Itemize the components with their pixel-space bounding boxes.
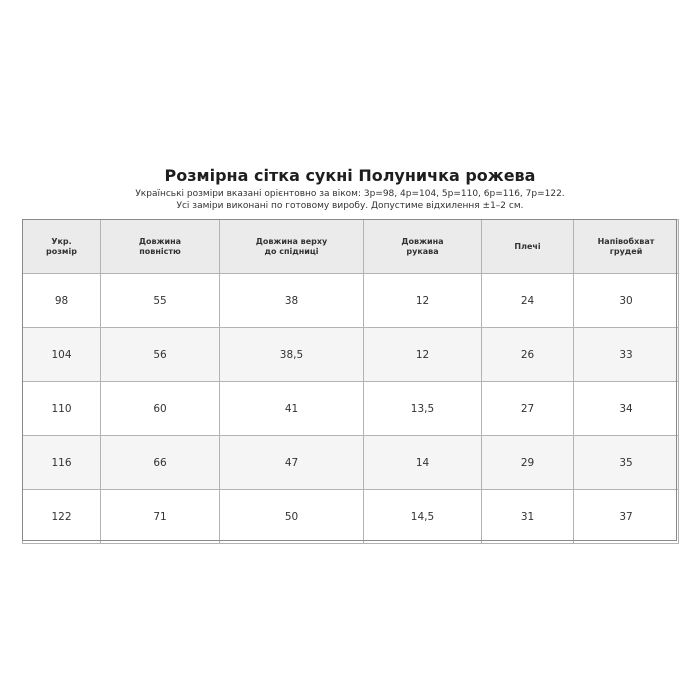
header-size: Укр. розмір (23, 220, 101, 274)
table-cell: 31 (482, 490, 574, 544)
table-header-row (23, 220, 679, 274)
subtitle-line-2: Усі заміри виконані по готовому виробу. Допустиме відхилення ±1–2 см. (176, 201, 524, 211)
table-cell: 27 (482, 382, 574, 436)
page-title: Розмірна сітка сукні Полуничка рожева (164, 166, 536, 185)
table-row (23, 436, 679, 490)
table-row (23, 274, 679, 328)
table-cell: 116 (23, 436, 101, 490)
table-cell: 38 (220, 274, 364, 328)
table-cell: 33 (574, 328, 679, 382)
table-cell: 14 (364, 436, 482, 490)
table-cell: 26 (482, 328, 574, 382)
table-cell: 35 (574, 436, 679, 490)
table-cell: 60 (101, 382, 220, 436)
table-cell: 47 (220, 436, 364, 490)
table-cell: 34 (574, 382, 679, 436)
table-cell: 37 (574, 490, 679, 544)
table-cell: 13,5 (364, 382, 482, 436)
header-full-length: Довжина повністю (101, 220, 220, 274)
table-row (23, 328, 679, 382)
table-cell: 55 (101, 274, 220, 328)
header-top-length: Довжина верху до спідниці (220, 220, 364, 274)
table-cell: 29 (482, 436, 574, 490)
header-half-chest: Напівобхват грудей (574, 220, 679, 274)
table-cell: 12 (364, 274, 482, 328)
table-cell: 71 (101, 490, 220, 544)
chart-header (0, 166, 700, 212)
table-cell: 104 (23, 328, 101, 382)
table-cell: 66 (101, 436, 220, 490)
table-cell: 12 (364, 328, 482, 382)
table-cell: 122 (23, 490, 101, 544)
table-cell: 56 (101, 328, 220, 382)
table-cell: 50 (220, 490, 364, 544)
subtitle-line-1: Українські розміри вказані орієнтовно за віком: 3р=98, 4р=104, 5р=110, 6р=116, 7р=122. (135, 189, 565, 199)
table-cell: 98 (23, 274, 101, 328)
table-cell: 30 (574, 274, 679, 328)
table-row (23, 382, 679, 436)
size-table (22, 219, 679, 544)
header-shoulders: Плечі (482, 220, 574, 274)
header-sleeve-length: Довжина рукава (364, 220, 482, 274)
table-row (23, 490, 679, 544)
table-cell: 14,5 (364, 490, 482, 544)
table-cell: 38,5 (220, 328, 364, 382)
table-cell: 24 (482, 274, 574, 328)
table-cell: 110 (23, 382, 101, 436)
table-cell: 41 (220, 382, 364, 436)
